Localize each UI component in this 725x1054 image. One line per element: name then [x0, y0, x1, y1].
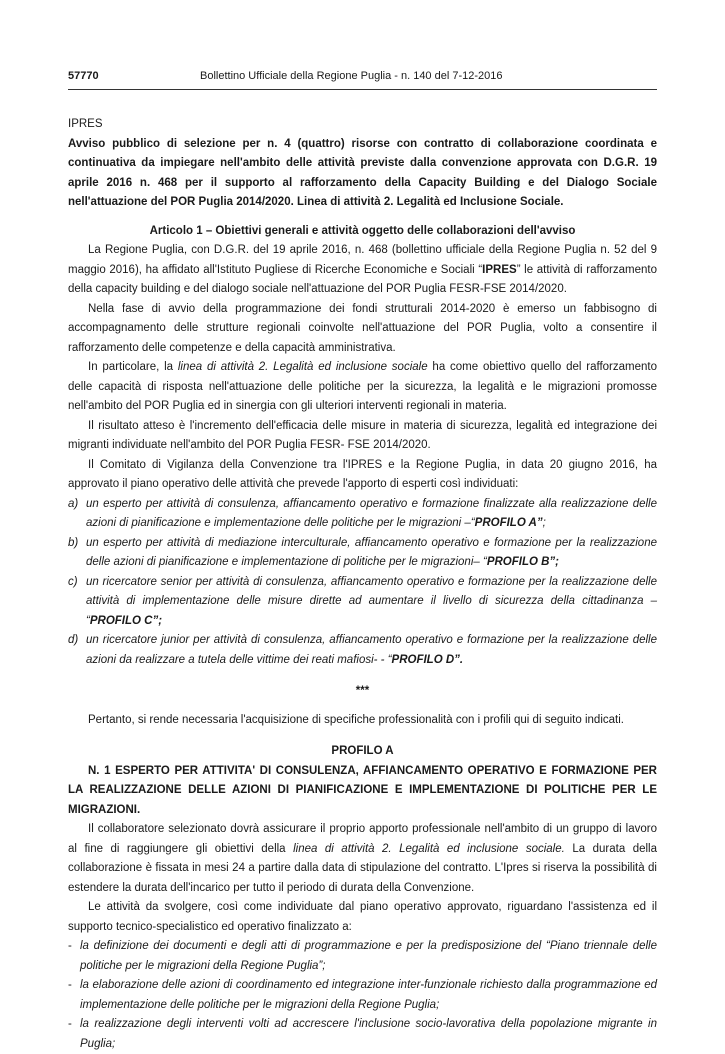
profile-title: PROFILO A [331, 745, 394, 757]
list-item-c [68, 573, 657, 632]
paragraph-4: Il risultato atteso è l'incremento dell'efficacia delle misure in materia di sicurezza, legalità ed integrazione dei migranti individuate nell'ambito del POR Puglia FESR- FSE 2014/2020. [68, 419, 657, 451]
paragraph-2: Nella fase di avvio della programmazione dei fondi strutturali 2014-2020 è emerso un fabbisogno di accompagnamento delle strutture regionali coinvolte nell'attuazione del POR Puglia, volto a consentire il rafforzamento delle competenze e della capacità amministrativa. [68, 302, 657, 354]
text-run: In particolare, la [88, 361, 178, 373]
activity-text: la elaborazione delle azioni di coordinamento ed integrazione inter-funzionale richiesto dalla programmazione ed implementazione delle politiche per le migrazioni della Regione Puglia; [80, 979, 657, 1011]
list-marker: d) [68, 634, 79, 646]
list-tail: ; [542, 517, 546, 529]
dash-marker: - [68, 1018, 72, 1030]
activity-text: la definizione dei documenti e degli atti di programmazione e per la predisposizione del “Piano triennale delle politiche per le migrazioni della Regione Puglia”; [80, 940, 657, 972]
line-of-activity-italic: linea di attività 2. Legalità ed inclusione sociale [177, 361, 428, 373]
dash-marker: - [68, 940, 72, 952]
paragraph-1 [68, 241, 657, 300]
text-run: ” le attività di rafforzamento della capacity building e del dialogo sociale nell'attuazione del POR Puglia FESR-FSE 2014/2020. [68, 263, 657, 295]
notice-heading: Avviso pubblico di selezione per n. 4 (quattro) risorse con contratto di collaborazione coordinata e continuativa da impiegare nell'ambito delle attività previste dalla convenzione approvata con D.G.R. 19 aprile 2016 n. 468 per il supporto al rafforzamento della Capacity Building e del Dialogo Sociale nell'attuazione del POR Puglia 2014/2020. Linea di attività 2. Legalità ed Inclusione Sociale. [68, 137, 657, 208]
list-text: un esperto per attività di mediazione interculturale, affiancamento operativo e formazione per la realizzazione delle azioni di pianificazione e implementazione di politiche per le migrazioni– “ [86, 536, 657, 568]
issuer: IPRES [68, 118, 103, 130]
profile-label: PROFILO B”; [486, 556, 560, 568]
list-item-b [68, 534, 657, 573]
list-item-a [68, 495, 657, 534]
ipres-bold: IPRES [482, 263, 517, 276]
dash-marker: - [68, 979, 72, 991]
list-text: un esperto per attività di consulenza, affiancamento operativo e formazione finalizzate alla realizzazione delle azioni di pianificazione e implementazione delle politiche per le migrazioni –“ [86, 497, 657, 529]
list-marker: c) [68, 575, 78, 588]
profile-heading: N. 1 ESPERTO PER ATTIVITA' DI CONSULENZA, AFFIANCAMENTO OPERATIVO E FORMAZIONE PER LA REALIZZAZIONE DELLE AZIONI DI PIANIFICAZIONE E IMPLEMENTAZIONE DI POLITICHE PER LE MIGRAZIONI. [68, 764, 657, 816]
list-marker: b) [68, 536, 79, 549]
header-divider [68, 89, 657, 90]
activity-item [68, 1015, 657, 1054]
paragraph-8: Le attività da svolgere, così come individuate dal piano operativo approvato, riguardano l'assistenza ed il supporto tecnico-specialistico ed operativo finalizzato a: [68, 901, 657, 933]
paragraph-7 [68, 820, 657, 898]
page-header [68, 70, 657, 88]
profile-label: PROFILO A” [474, 517, 543, 529]
text-run: La durata della collaborazione è fissata in mesi 24 a partire dalla data di stipulazione del contratto. L'Ipres si riserva la possibilità di estendere la durata dell'incarico per tutto il periodo di durata della Convenzione. [68, 842, 658, 894]
text-run: ha come obiettivo quello del rafforzamento delle capacità di risposta nell'attuazione delle politiche per la sicurezza, la legalità e le migrazioni promosse nell'ambito del POR Puglia ed in sinergia con gli ulteriori interventi regionali in materia. [68, 361, 657, 412]
bulletin-title: Bollettino Ufficiale della Regione Puglia - n. 140 del 7-12-2016 [200, 70, 503, 82]
paragraph-6: Pertanto, si rende necessaria l'acquisizione di specifiche professionalità con i profili qui di seguito indicati. [88, 713, 624, 726]
activities-list [68, 937, 657, 1054]
profile-label: PROFILO D”. [391, 653, 464, 666]
page-number: 57770 [68, 70, 99, 82]
line-of-activity-italic: linea di attività 2. Legalità ed inclusione sociale. [293, 842, 565, 855]
paragraph-5: Il Comitato di Vigilanza della Convenzione tra l'IPRES e la Regione Puglia, in data 20 giugno 2016, ha approvato il piano operativo delle attività che prevede l'apporto di esperti così individuati: [68, 458, 657, 490]
list-item-d [68, 631, 657, 670]
profile-label: PROFILO C”; [89, 614, 163, 627]
article-title: Articolo 1 – Obiettivi generali e attività oggetto delle collaborazioni dell'avviso [149, 224, 576, 237]
activity-text: la realizzazione degli interventi volti ad accrescere l'inclusione socio-lavorativa della popolazione migrante in Puglia; [80, 1018, 657, 1050]
document-body [68, 115, 657, 1054]
paragraph-3 [68, 358, 657, 417]
profiles-list [68, 495, 657, 671]
activity-item [68, 976, 657, 1015]
text-run: Il collaboratore selezionato dovrà assicurare il proprio apporto professionale nell'ambito di un gruppo di lavoro al fine di raggiungere gli obiettivi della [68, 823, 657, 855]
list-marker: a) [68, 497, 79, 510]
list-text: un ricercatore senior per attività di consulenza, affiancamento operativo e formazione per la realizzazione delle attività di implementazione delle misure dirette ad aumentare il livello di sicurezza della cittadinanza – “ [86, 575, 657, 627]
text-run: La Regione Puglia, con D.G.R. del 19 aprile 2016, n. 468 (bollettino ufficiale della Regione Puglia n. 52 del 9 maggio 2016), ha affidato all'Istituto Pugliese di Ricerche Economiche e Sociali “ [68, 244, 657, 276]
activity-item [68, 937, 657, 976]
list-text: un ricercatore junior per attività di consulenza, affiancamento operativo e formazione per la realizzazione delle azioni da realizzare a tutela delle vittime dei reati mafiosi- - “ [86, 634, 657, 666]
section-separator: *** [355, 685, 370, 697]
